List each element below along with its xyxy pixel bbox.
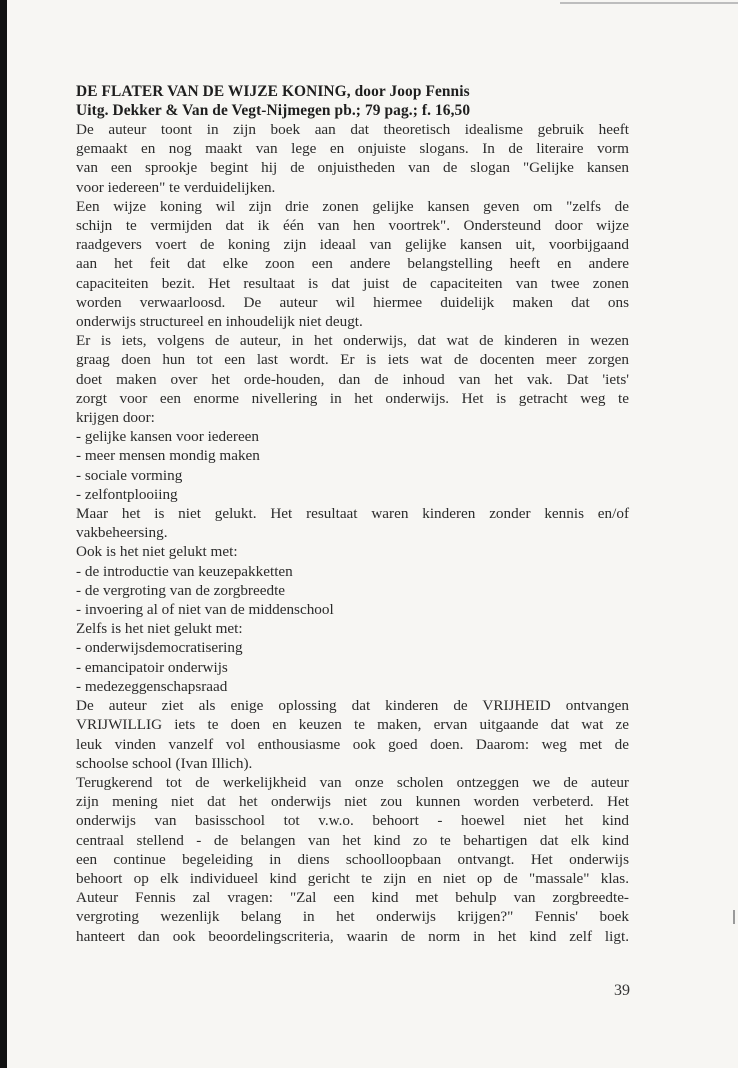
text-line: De auteur toont in zijn boek aan dat theoretisch idealisme gebruik heeft [76, 121, 629, 138]
publisher-line: Uitg. Dekker & Van de Vegt-Nijmegen pb.; 79 pag.; f. 16,50 [76, 102, 471, 119]
list-item: - meer mensen mondig maken [76, 447, 260, 465]
review-heading [76, 82, 629, 120]
text-line: Auteur Fennis zal vragen: "Zal een kind met behulp van zorgbreedte- [76, 889, 629, 907]
text-line: zorgt voor een enorme nivellering in het onderwijs. Het is getracht weg te [76, 389, 629, 407]
text-line: VRIJWILLIG iets te doen en keuzen te maken, ervan uitgaande dat wat ze [76, 716, 629, 734]
text-line: een continue begeleiding in diens schoolloopbaan ontvangt. Het onderwijs [76, 850, 629, 868]
text-line: centraal stellend - de belangen van het kind zo te behartigen dat elk kind [76, 831, 629, 849]
list-item: - zelfontplooiing [76, 485, 178, 503]
list-item: - de vergroting van de zorgbreedte [76, 581, 286, 599]
text-line: schijn te vermijden dat ik één van hen voortrek". Ondersteund door wijze [76, 217, 629, 235]
text-line: Ook is het niet gelukt met: [76, 543, 238, 561]
text-line: zijn mening niet dat het onderwijs niet zou kunnen worden verbeterd. Het [76, 793, 629, 811]
page-number: 39 [614, 982, 630, 999]
text-line: voor iedereen" te verduidelijken. [76, 178, 276, 196]
book-title-line: DE FLATER VAN DE WIJZE KONING, door Joop Fennis [76, 83, 470, 100]
text-line: aan het feit dat elke zoon een andere belangstelling heeft en andere [76, 255, 629, 273]
text-line: vakbeheersing. [76, 524, 168, 542]
scan-top-edge [560, 2, 738, 4]
text-line: Er is iets, volgens de auteur, in het onderwijs, dat wat de kinderen in wezen [76, 332, 629, 350]
text-line: krijgen door: [76, 409, 155, 427]
text-line: Een wijze koning wil zijn drie zonen gelijke kansen geven om "zelfs de [76, 197, 629, 215]
text-line: De auteur ziet als enige oplossing dat kinderen de VRIJHEID ontvangen [76, 697, 629, 715]
text-line: van een sprookje begint hij de onjuistheden van de slogan "Gelijke kansen [76, 159, 629, 177]
text-line: onderwijs structureel en inhoudelijk niet deugt. [76, 313, 363, 331]
list-item: - medezeggenschapsraad [76, 677, 228, 695]
text-line: graag doen hun tot een last wordt. Er is iets wat de docenten meer zorgen [76, 351, 629, 369]
text-line: leuk vinden vanzelf vol enthousiasme ook goed doen. Daarom: weg met de [76, 735, 629, 753]
text-line: Maar het is niet gelukt. Het resultaat waren kinderen zonder kennis en/of [76, 505, 629, 523]
text-line: schoolse school (Ivan Illich). [76, 754, 253, 772]
text-line: worden verwaarloosd. De auteur wil hiermee duidelijk maken dat ons [76, 293, 629, 311]
list-item: - invoering al of niet van de middenschool [76, 601, 334, 619]
page-content [76, 82, 629, 946]
scan-edge-mark [733, 910, 735, 924]
list-item: - emancipatoir onderwijs [76, 658, 228, 676]
text-line: vergroting wezenlijk belang in het onderwijs krijgen?" Fennis' boek [76, 908, 629, 926]
list-item: - sociale vorming [76, 466, 183, 484]
text-line: behoort op elk individueel kind gericht te zijn en niet op de "massale" klas. [76, 869, 629, 887]
text-line: hanteert dan ook beoordelingscriteria, waarin de norm in het kind zelf ligt. [76, 927, 629, 945]
text-line: Zelfs is het niet gelukt met: [76, 620, 243, 638]
text-line: onderwijs van basisschool tot v.w.o. behoort - hoewel niet het kind [76, 812, 629, 830]
text-line: raadgevers voert de koning zijn ideaal van gelijke kansen uit, voorbijgaand [76, 236, 629, 254]
text-line: gemaakt en nog maakt van lege en onjuiste slogans. In de literaire vorm [76, 140, 629, 158]
book-spine-edge [0, 0, 7, 1068]
text-line: doet maken over het orde-houden, dan de inhoud van het vak. Dat 'iets' [76, 370, 629, 388]
list-item: - de introductie van keuzepakketten [76, 562, 293, 580]
review-body [76, 120, 629, 946]
text-line: Terugkerend tot de werkelijkheid van onze scholen ontzeggen we de auteur [76, 773, 629, 791]
text-line: capaciteiten bezit. Het resultaat is dat juist de capaciteiten van twee zonen [76, 274, 629, 292]
list-item: - gelijke kansen voor iedereen [76, 428, 260, 446]
list-item: - onderwijsdemocratisering [76, 639, 243, 657]
